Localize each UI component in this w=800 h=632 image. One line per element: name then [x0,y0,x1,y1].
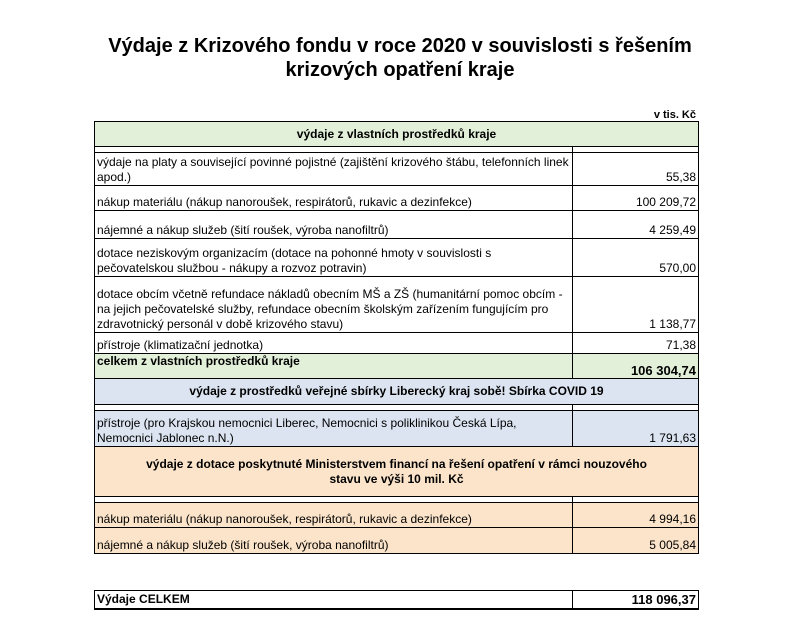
total-label: celkem z vlastních prostředků kraje [95,354,573,379]
total-value: 106 304,74 [573,354,699,379]
row-value: 4 259,49 [573,211,699,239]
row-label: nákup materiálu (nákup nanoroušek, respirátorů, rukavic a dezinfekce) [95,186,573,211]
section-header-own-funds [95,122,699,147]
title-line-2: krizových opatření kraje [285,59,515,81]
row-value: 100 209,72 [573,186,699,211]
row-value: 5 005,84 [573,528,699,554]
grand-total-value: 118 096,37 [573,591,699,609]
page-title [0,34,800,82]
grand-total-table [94,590,699,610]
row-label: nákup materiálu (nákup nanoroušek, respirátorů, rukavic a dezinfekce) [95,503,573,528]
row-value: 1 791,63 [573,411,699,447]
row-label: nájemné a nákup služeb (šití roušek, výroba nanofiltrů) [95,528,573,554]
row-label: dotace obcím včetně refundace nákladů obecním MŠ a ZŠ (humanitární pomoc obcím - na jejich pečovatelské služby, refundace obecním školským zařízením fungujícím pro zdravotnický personál v době krizového stavu) [95,277,573,333]
table-row [95,503,699,528]
expenses-table [94,121,699,554]
table-row [95,411,699,447]
row-label: dotace neziskovým organizacím (dotace na pohonné hmoty v souvislosti s pečovatelskou službou - nákupy a rozvoz potravin) [95,239,573,277]
section-header-cell: výdaje z dotace poskytnuté Ministerstvem financí na řešení opatření v rámci nouzového stavu ve výši 10 mil. Kč [95,447,699,497]
row-value: 55,38 [573,153,699,186]
row-value: 4 994,16 [573,503,699,528]
table-row [95,277,699,333]
grand-total-row [95,591,699,609]
row-label: nájemné a nákup služeb (šití roušek, výroba nanofiltrů) [95,211,573,239]
row-value: 570,00 [573,239,699,277]
row-label: přístroje (pro Krajskou nemocnici Liberec, Nemocnici s poliklinikou Česká Lípa, Nemocnici Jablonec n.N.) [95,411,573,447]
unit-label: v tis. Kč [653,109,696,121]
section-header-cell: výdaje z prostředků veřejné sbírky Liberecký kraj sobě! Sbírka COVID 19 [95,379,699,405]
row-value: 71,38 [573,333,699,354]
table-row [95,186,699,211]
table-row [95,239,699,277]
row-value: 1 138,77 [573,277,699,333]
table-row [95,528,699,554]
section-header-cell: výdaje z vlastních prostředků kraje [95,122,699,147]
row-label: přístroje (klimatizační jednotka) [95,333,573,354]
table-row [95,333,699,354]
title-line-1: Výdaje z Krizového fondu v roce 2020 v souvislosti s řešením [108,35,692,57]
grand-total-label: Výdaje CELKEM [95,591,573,609]
section-total-row [95,354,699,379]
section-header-ministry-grant [95,447,699,497]
row-label: výdaje na platy a související povinné pojistné (zajištění krizového štábu, telefonních linek apod.) [95,153,573,186]
table-row [95,153,699,186]
section-header-public-collection [95,379,699,405]
table-row [95,211,699,239]
